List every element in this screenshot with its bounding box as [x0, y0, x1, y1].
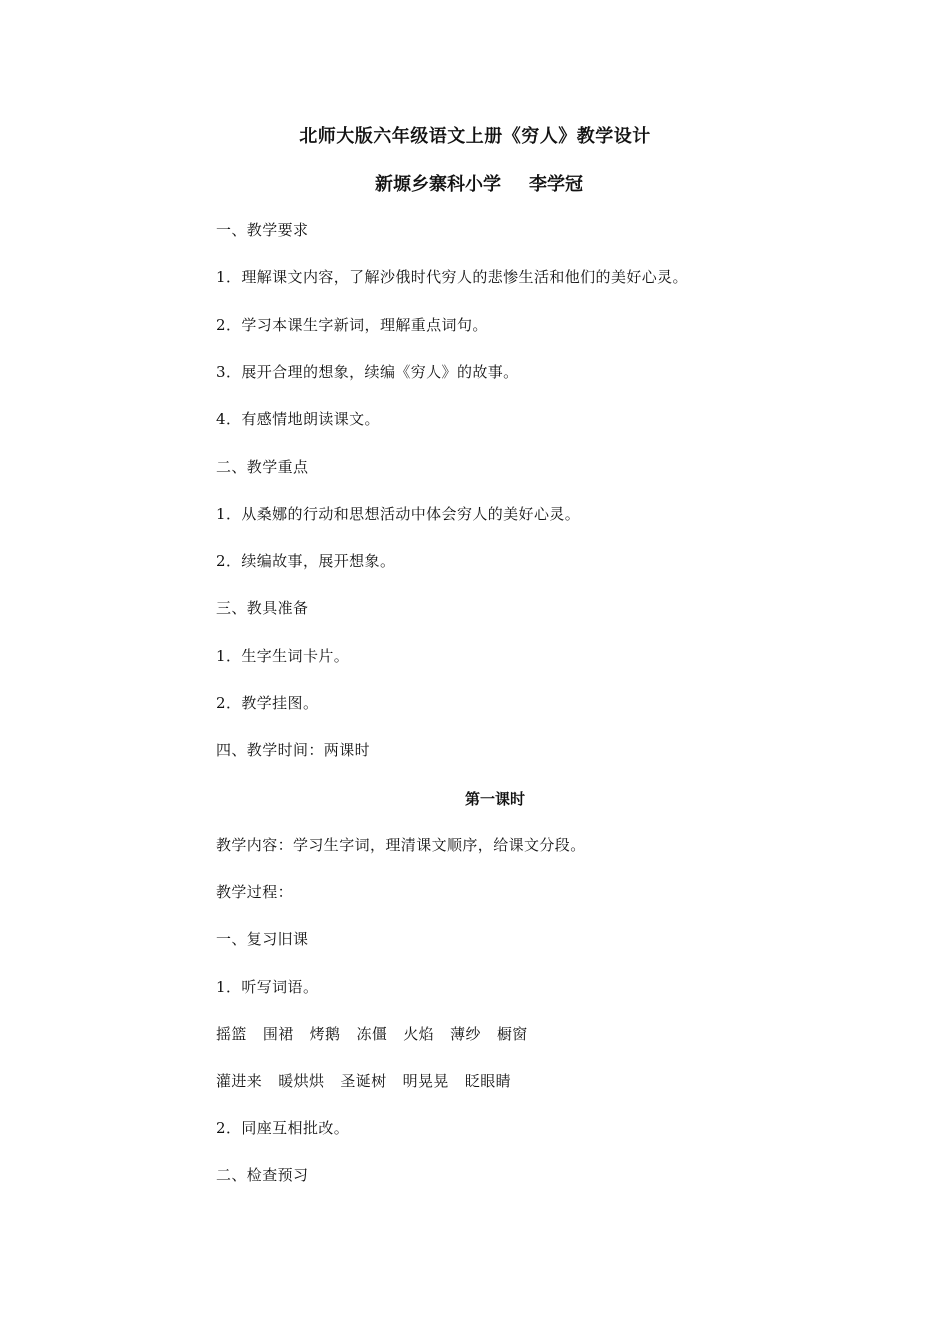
author-line [0, 172, 950, 198]
author-name: 李学冠 [529, 174, 583, 195]
vocab-row [216, 1023, 544, 1045]
vocab-word: 暖烘烘 [278, 1072, 325, 1090]
document-title: 北师大版六年级语文上册《穷人》教学设计 [299, 126, 651, 147]
section-heading-requirements: 一、教学要求 [216, 221, 309, 239]
vocab-word: 圣诞树 [340, 1072, 387, 1090]
lesson-heading: 第一课时 [464, 790, 525, 808]
section-heading-materials: 三、教具准备 [216, 599, 309, 617]
vocab-word: 明晃晃 [402, 1072, 449, 1090]
vocab-word: 冻僵 [356, 1025, 388, 1043]
vocab-word: 橱窗 [496, 1025, 528, 1043]
paragraph: 教学过程： [216, 883, 294, 901]
vocab-row [216, 1070, 527, 1092]
paragraph: 教学内容：学习生字词，理清课文顺序，给课文分段。 [216, 836, 586, 854]
school-name: 新塬乡寨科小学 [375, 174, 501, 195]
vocab-word: 摇篮 [216, 1025, 247, 1043]
vocab-word: 烤鹅 [309, 1025, 341, 1043]
paragraph: 1．从桑娜的行动和思想活动中体会穷人的美好心灵。 [216, 505, 581, 523]
paragraph: 1．听写词语。 [216, 978, 319, 996]
paragraph: 4．有感情地朗读课文。 [216, 410, 380, 428]
vocab-word: 灌进来 [216, 1072, 263, 1090]
paragraph: 2．续编故事，展开想象。 [216, 552, 396, 570]
vocab-word: 火焰 [403, 1025, 435, 1043]
paragraph: 2．学习本课生字新词，理解重点词句。 [216, 316, 488, 334]
paragraph: 2．教学挂图。 [216, 694, 319, 712]
section-heading-key-points: 二、教学重点 [216, 458, 309, 476]
section-heading-review: 一、复习旧课 [216, 930, 309, 948]
paragraph: 3．展开合理的想象，续编《穷人》的故事。 [216, 363, 519, 381]
section-heading-preview: 二、检查预习 [216, 1166, 309, 1184]
paragraph: 2．同座互相批改。 [216, 1119, 350, 1137]
paragraph: 1．生字生词卡片。 [216, 647, 350, 665]
vocab-word: 薄纱 [450, 1025, 481, 1043]
vocab-word: 围裙 [262, 1025, 294, 1043]
section-heading-time: 四、教学时间：两课时 [216, 741, 371, 759]
vocab-word: 眨眼睛 [464, 1072, 512, 1090]
paragraph: 1．理解课文内容，了解沙俄时代穷人的悲惨生活和他们的美好心灵。 [216, 268, 688, 286]
